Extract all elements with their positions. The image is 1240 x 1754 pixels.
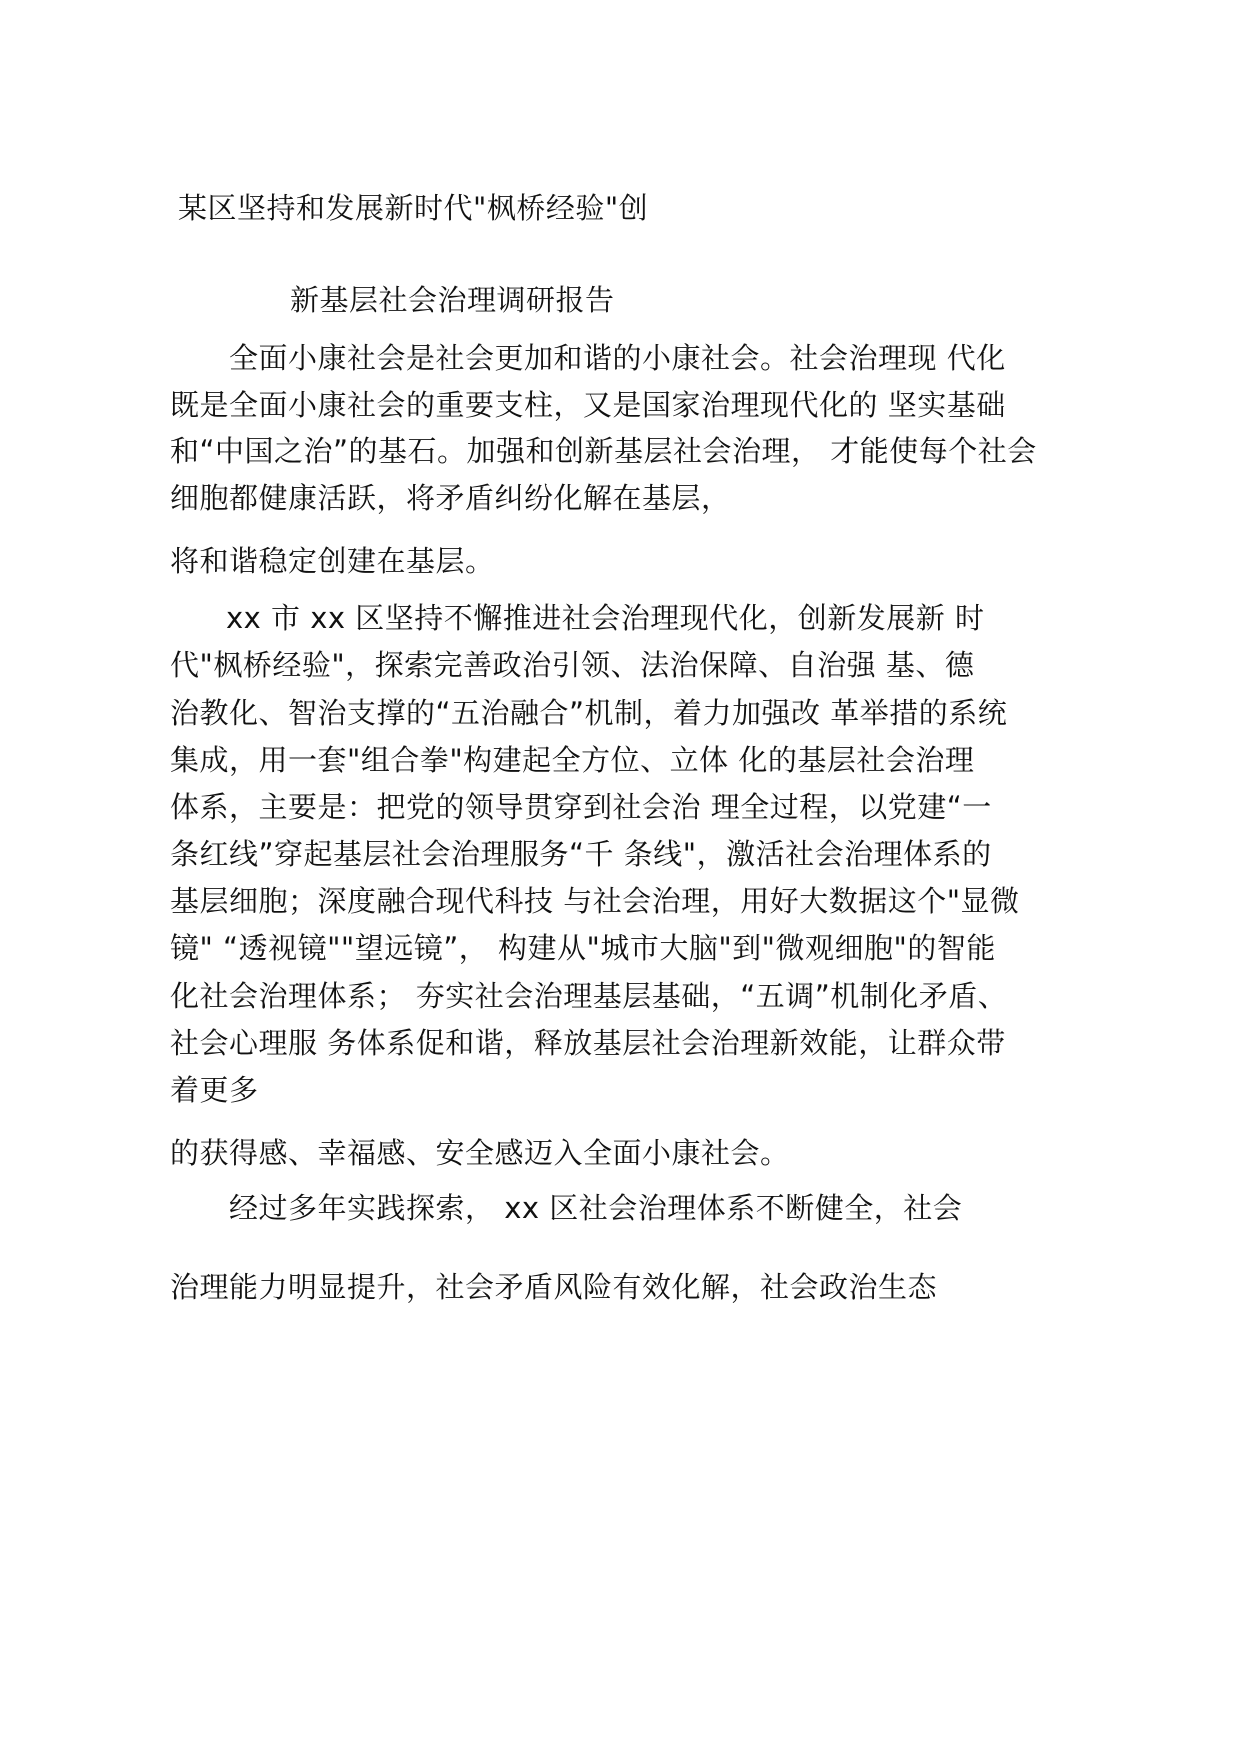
paragraph-line: 镜" “透视镜""望远镜”， 构建从"城市大脑"到"微观细胞"的智能 xyxy=(170,931,996,965)
paragraph-line: 全面小康社会是社会更加和谐的小康社会。社会治理现 代化 xyxy=(229,341,1006,375)
paragraph-line: 经过多年实践探索， xx 区社会治理体系不断健全，社会 xyxy=(229,1191,963,1225)
paragraph-line: 治教化、智治支撑的“五治融合”机制，着力加强改 革举措的系统 xyxy=(170,696,1008,730)
paragraph-line: 和“中国之治”的基石。加强和创新基层社会治理， 才能使每个社会 xyxy=(170,434,1037,468)
paragraph-line: 将和谐稳定创建在基层。 xyxy=(170,544,495,578)
paragraph-line: 化社会治理体系； 夯实社会治理基层基础，“五调”机制化矛盾、 xyxy=(170,979,1008,1013)
document-title-line-1: 某区坚持和发展新时代"枫桥经验"创 xyxy=(178,191,649,225)
paragraph-line: 代"枫桥经验"，探索完善政治引领、法治保障、自治强 基、德 xyxy=(170,648,975,682)
paragraph-line: 条红线”穿起基层社会治理服务“千 条线"，激活社会治理体系的 xyxy=(170,837,992,871)
paragraph-line: 体系，主要是：把党的领导贯穿到社会治 理全过程，以党建“一 xyxy=(170,790,992,824)
paragraph-line: 基层细胞；深度融合现代科技 与社会治理，用好大数据这个"显微 xyxy=(170,884,1020,918)
paragraph-line: 细胞都健康活跃，将矛盾纠纷化解在基层， xyxy=(170,481,731,515)
paragraph-line: 着更多 xyxy=(170,1073,259,1107)
document-title-line-2: 新基层社会治理调研报告 xyxy=(290,283,615,317)
paragraph-line: 集成，用一套"组合拳"构建起全方位、立体 化的基层社会治理 xyxy=(170,743,975,777)
paragraph-line: 社会心理服 务体系促和谐，释放基层社会治理新效能，让群众带 xyxy=(170,1026,1006,1060)
paragraph-line: 治理能力明显提升，社会矛盾风险有效化解，社会政治生态 xyxy=(170,1270,938,1304)
paragraph-line: 的获得感、幸福感、安全感迈入全面小康社会。 xyxy=(170,1136,790,1170)
paragraph-line: xx 市 xx 区坚持不懈推进社会治理现代化，创新发展新 时 xyxy=(226,601,985,635)
paragraph-line: 既是全面小康社会的重要支柱，又是国家治理现代化的 坚实基础 xyxy=(170,388,1006,422)
